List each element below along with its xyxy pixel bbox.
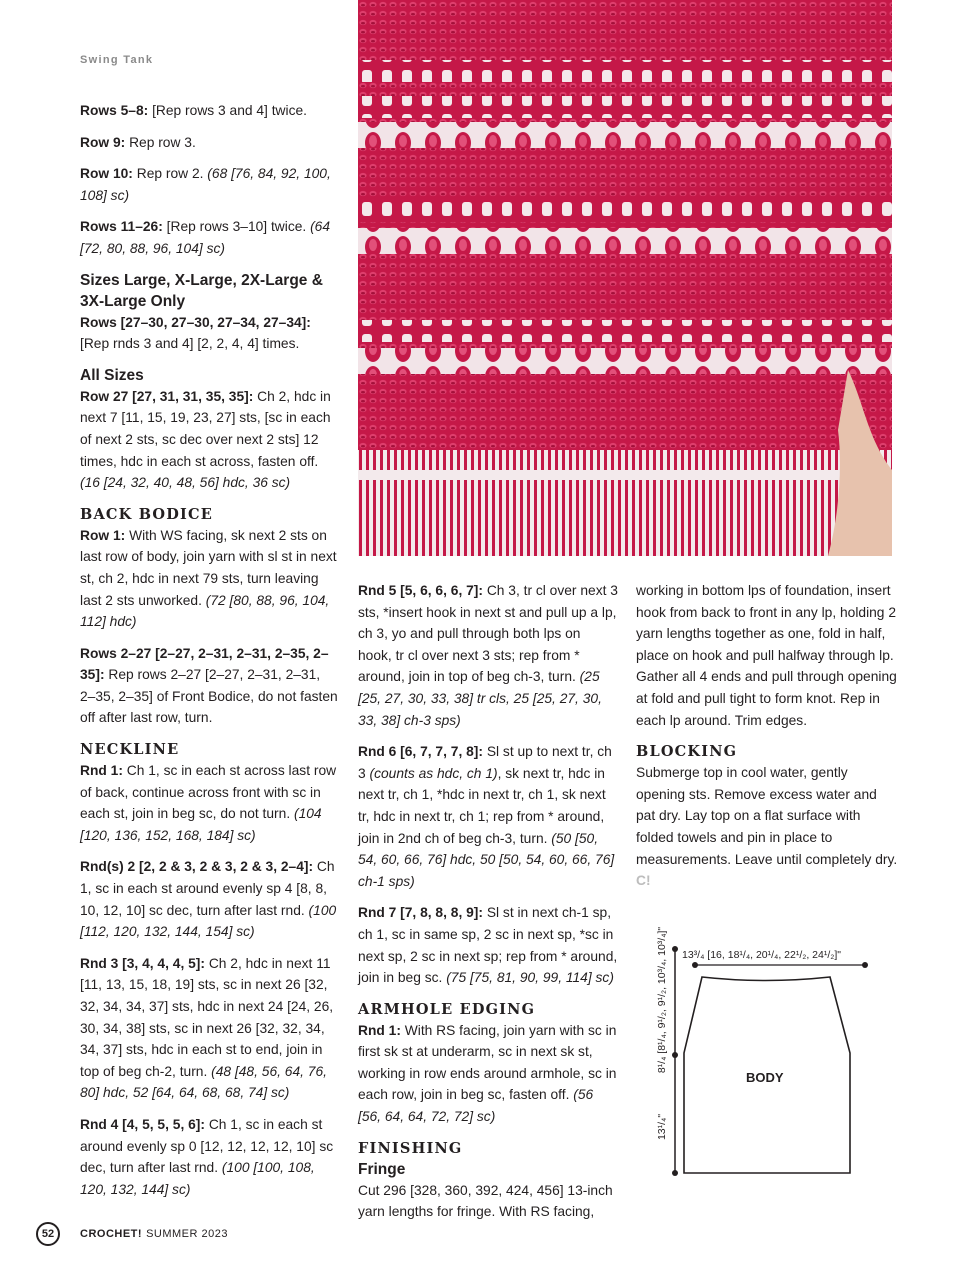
- width-dot-right: [862, 962, 868, 968]
- magazine-name: CROCHET!: [80, 1228, 143, 1240]
- instruction-fringe-continued: working in bottom lps of foundation, insert hook from back to front in any lp, holding 2 yarn lengths together as one, fold in half, place on hook and pull halfway through lp. Gather all 4 ends and pull through opening at fold and pull tight to form knot. Rep in each lp around. Trim edges.: [636, 583, 897, 728]
- section-header: Swing Tank: [80, 54, 154, 66]
- instruction-row-9: Row 9: Rep row 3.: [80, 134, 196, 150]
- subheading-fringe: Fringe: [358, 1160, 406, 1178]
- heading-finishing: FINISHING: [358, 1139, 463, 1157]
- dim-dot-bottom: [672, 1170, 678, 1176]
- issue-name: SUMMER 2023: [146, 1228, 228, 1240]
- instruction-rows-11-26: Rows 11–26: [Rep rows 3–10] twice. (64 [72, 80, 88, 96, 104] sc): [80, 219, 331, 256]
- width-label: 13³/₄ [16, 18¹/₄, 20¹/₄, 22¹/₂, 24¹/₂]": [682, 949, 841, 961]
- subheading-all-sizes: All Sizes: [80, 366, 144, 384]
- end-mark: C!: [636, 873, 651, 889]
- instruction-rnd-6: Rnd 6 [6, 7, 7, 7, 8]: Sl st up to next tr, ch 3 (counts as hdc, ch 1), sk next tr, hdc in next tr, ch 1, *hdc in next tr, ch 1, sk next tr, hdc in next tr, ch 1; rep from * around, join in 2nd ch of beg ch-3, turn. (50 [50, 54, 60, 66, 76] hdc, 50 [50, 54, 60, 66, 76] ch-1 sps): [358, 744, 615, 889]
- heading-back-bodice: BACK BODICE: [80, 505, 214, 523]
- instruction-rnd-7: Rnd 7 [7, 8, 8, 8, 9]: Sl st in next ch-1 sp, ch 1, sc in same sp, 2 sc in next sp, *sc in next sp, 2 sc in next sp; rep from * around, join in beg sc. (75 [75, 81, 90, 99, 114] sc): [358, 905, 618, 986]
- instruction-back-bodice-row-1: BACK BODICE Row 1: With WS facing, sk next 2 sts on last row of body, join yarn with sl st in next st, ch 2, hdc in next 79 sts, turn leaving last 2 sts unworked. (72 [80, 88, 96, 104, 112] hdc): [80, 505, 337, 630]
- instruction-rnd-5: Rnd 5 [5, 6, 6, 6, 7]: Ch 3, tr cl over next 3 sts, *insert hook in next st and pull up a lp, ch 3, yo and pull through both lps on hook, tr cl over next 3 sts; rep from * around, join in top of beg ch-3, turn. (25 [25, 27, 30, 33, 38] tr cls, 25 [25, 27, 30, 33, 38] ch-3 sps): [358, 583, 618, 728]
- body-schematic: [650, 905, 900, 1185]
- instruction-rows-5-8: Rows 5–8: [Rep rows 3 and 4] twice.: [80, 103, 307, 118]
- heading-blocking: BLOCKING: [636, 743, 738, 761]
- crochet-fabric-image: [358, 0, 892, 556]
- column-2: [358, 580, 618, 1233]
- swing-tank-photo: [358, 0, 892, 556]
- page-footer: [36, 1222, 228, 1246]
- lower-height-label: 13¹/₄": [656, 1113, 668, 1141]
- body-label: BODY: [746, 1070, 784, 1085]
- instruction-neckline-rnd-1: NECKLINE Rnd 1: Ch 1, sc in each st across last row of back, continue across front with sc in each st, join in beg sc, do not turn. (104 [120, 136, 152, 168, 184] sc): [80, 741, 337, 843]
- instruction-blocking: BLOCKING Submerge top in cool water, gently opening sts. Remove excess water and pat dry. Lay top on a flat surface with folded towels and pin in place to measurements. Leave until completely dry. C!: [636, 743, 898, 889]
- instruction-fringe: FINISHING Fringe Cut 296 [328, 360, 392, 424, 456] 13-inch yarn lengths for fringe. With RS facing,: [358, 1138, 618, 1223]
- column-3: [636, 580, 898, 902]
- instruction-sizes-large: Sizes Large, X-Large, 2X-Large & 3X-Large Only Rows [27–30, 27–30, 27–34, 27–34]: [Rep rnds 3 and 4] [2, 2, 4, 4] times.: [80, 270, 338, 355]
- heading-neckline: NECKLINE: [80, 741, 180, 759]
- subheading-sizes-large: Sizes Large, X-Large, 2X-Large & 3X-Large Only: [80, 271, 323, 310]
- instruction-neckline-rnd-3: Rnd 3 [3, 4, 4, 4, 5]: Ch 2, hdc in next 11 [11, 13, 15, 18, 19] sts, sc in next 26 [32, 32, 34, 34, 37] sts, hdc in next 24 [24, 26, 30, 34, 38] sts, sc in next 26 [32, 32, 34, 34, 37] sts, hdc in each st to end, join in top of beg ch-2, turn. (48 [48, 56, 64, 76, 80] hdc, 52 [64, 64, 68, 68, 74] sc): [80, 955, 334, 1101]
- dim-dot-mid: [672, 1052, 678, 1058]
- heading-armhole-edging: ARMHOLE EDGING: [358, 1000, 536, 1018]
- dim-dot-top: [672, 946, 678, 952]
- column-1: [80, 100, 338, 1210]
- instruction-neckline-rnd-2: Rnd(s) 2 [2, 2 & 3, 2 & 3, 2 & 3, 2–4]: Ch 1, sc in each st around evenly sp 4 [8, 8, 10, 12, 10] sc dec, turn after last rnd. (100 [112, 120, 132, 144, 154] sc): [80, 859, 337, 940]
- instruction-armhole-rnd-1: ARMHOLE EDGING Rnd 1: With RS facing, join yarn with sc in first sk st at underarm, sc in next sk st, working in row ends around armhole, sc in each row, join in beg sc, fasten off. (56 [56, 64, 64, 72, 72] sc): [358, 1000, 617, 1125]
- instruction-row-10: Row 10: Rep row 2. (68 [76, 84, 92, 100, 108] sc): [80, 166, 331, 203]
- instruction-back-bodice-rows-2-27: Rows 2–27 [2–27, 2–31, 2–31, 2–35, 2–35]: Rep rows 2–27 [2–27, 2–31, 2–31, 2–35, 2–35] of Front Bodice, do not fasten off after last row, turn.: [80, 645, 338, 726]
- schematic-drawing: [650, 905, 900, 1185]
- page-number: 52: [36, 1222, 60, 1246]
- instruction-neckline-rnd-4: Rnd 4 [4, 5, 5, 5, 6]: Ch 1, sc in each st around evenly sp 0 [12, 12, 12, 12, 10] sc dec, turn after last rnd. (100 [100, 108, 120, 132, 144] sc): [80, 1116, 334, 1197]
- width-dot-left: [692, 962, 698, 968]
- instruction-row-27: All Sizes Row 27 [27, 31, 31, 35, 35]: Ch 2, hdc in next 7 [11, 15, 19, 23, 27] sts, [sc in each of next 2 sts, sc dec over next 2 sts] 12 times, hdc in each st across, fasten off. (16 [24, 32, 40, 48, 56] hdc, 36 sc): [80, 365, 338, 494]
- upper-height-label: 8¹/₄ [8¹/₄, 9¹/₂, 9¹/₂, 10³/₄, 10³/₄]": [656, 926, 668, 1074]
